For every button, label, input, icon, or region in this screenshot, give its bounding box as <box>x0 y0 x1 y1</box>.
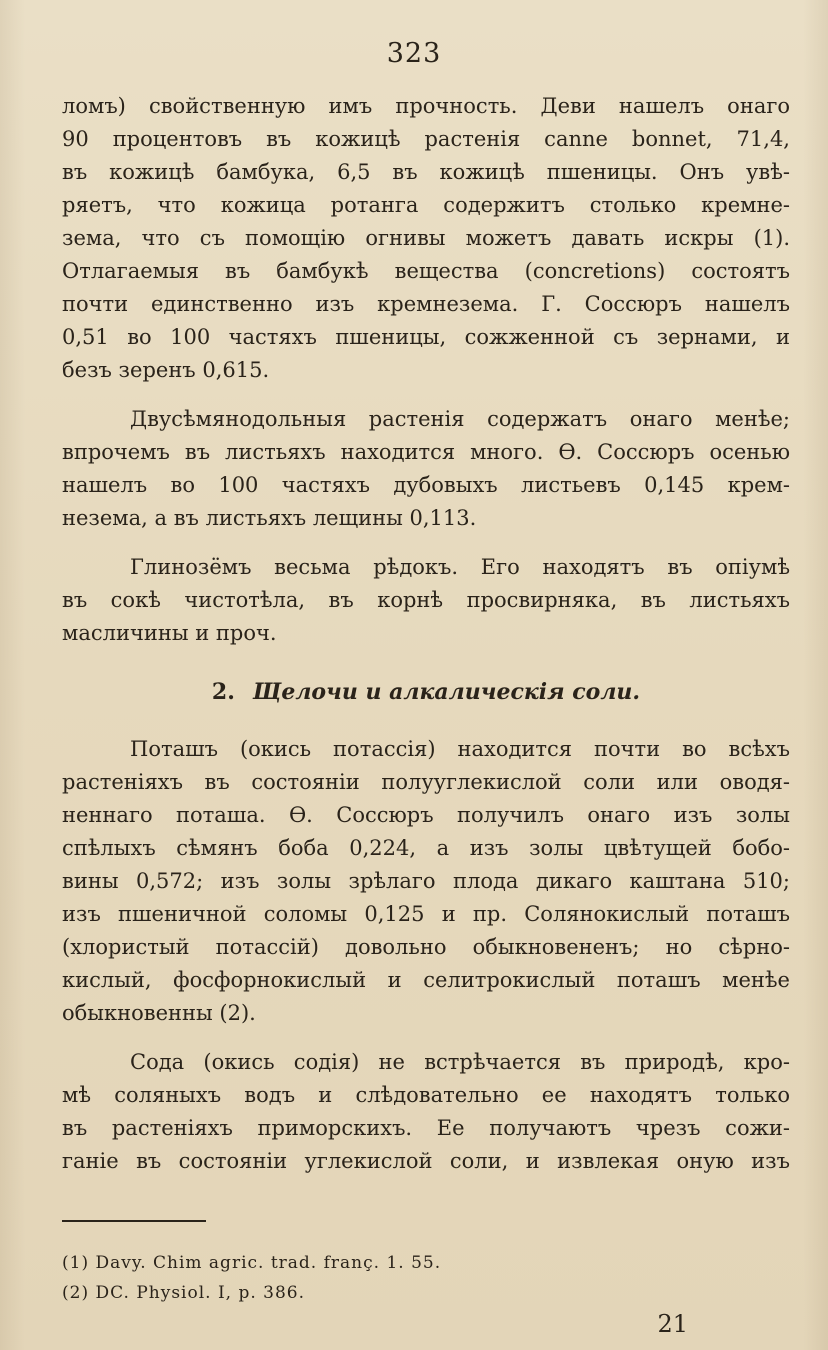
text-line: Глинозёмъ весьма рѣдокъ. Его находятъ въ опіумѣ <box>130 555 790 579</box>
text-line: вины 0,572; изъ золы зрѣлаго плода дикаго каштана 510; <box>62 869 790 893</box>
footnotes <box>62 1248 762 1308</box>
text-line: Поташъ (окись потассія) находится почти во всѣхъ <box>130 737 790 761</box>
page-number: 323 <box>386 38 442 69</box>
text-line: Двусѣмянодольныя растенія содержатъ онаго менѣе; <box>130 407 790 431</box>
text-line: обыкновенны (2). <box>62 1001 256 1025</box>
text-line: впрочемъ въ листьяхъ находится много. Ѳ. Соссюръ осенью <box>62 440 790 464</box>
paragraph-5 <box>62 1046 790 1178</box>
text-line: безъ зеренъ 0,615. <box>62 358 270 382</box>
paragraph-3 <box>62 551 790 650</box>
text-line: ломъ) свойственную имъ прочность. Деви нашелъ онаго <box>62 94 790 118</box>
text-line: почти единственно изъ кремнезема. Г. Соссюръ нашелъ <box>62 292 790 316</box>
section-heading <box>62 676 790 709</box>
text-line: неннаго поташа. Ѳ. Соссюръ получилъ онаго изъ золы <box>62 803 790 827</box>
section-title: Щелочи и алкалическія соли. <box>252 679 641 705</box>
section-number: 2. <box>211 679 235 705</box>
text-line: мѣ соляныхъ водъ и слѣдовательно ее находятъ только <box>62 1083 790 1107</box>
footnote-1: (1) Davy. Chim agric. trad. franç. 1. 55. <box>62 1253 442 1273</box>
paragraph-4 <box>62 733 790 1030</box>
text-line: кислый, фосфорнокислый и селитрокислый поташъ менѣе <box>62 968 790 992</box>
text-line: 0,51 во 100 частяхъ пшеницы, сожженной съ зернами, и <box>62 325 790 349</box>
footnote-divider <box>62 1220 206 1222</box>
text-line: изъ пшеничной соломы 0,125 и пр. Солянокислый поташъ <box>62 902 790 926</box>
text-line: зема, что съ помощію огнивы можетъ давать искры (1). <box>62 226 790 250</box>
text-line: незема, а въ листьяхъ лещины 0,113. <box>62 506 477 530</box>
text-line: спѣлыхъ сѣмянъ боба 0,224, а изъ золы цвѣтущей бобо- <box>62 836 790 860</box>
text-line: нашелъ во 100 частяхъ дубовыхъ листьевъ 0,145 крем- <box>62 473 790 497</box>
paragraph-2 <box>62 403 790 535</box>
text-line: растеніяхъ въ состояніи полууглекислой соли или оводя- <box>62 770 790 794</box>
text-line: масличины и проч. <box>62 621 277 645</box>
main-text <box>62 90 790 1178</box>
text-line: въ растеніяхъ приморскихъ. Ее получаютъ чрезъ сожи- <box>62 1116 790 1140</box>
text-line: Отлагаемыя въ бамбукѣ вещества (concretions) состоятъ <box>62 259 790 283</box>
text-line: въ кожицѣ бамбука, 6,5 въ кожицѣ пшеницы. Онъ увѣ- <box>62 160 790 184</box>
text-line: 90 процентовъ въ кожицѣ растенія canne bonnet, 71,4, <box>62 127 790 151</box>
text-line: (хлористый потассій) довольно обыкновененъ; но сѣрно- <box>62 935 790 959</box>
text-line: ганіе въ состояніи углекислой соли, и извлекая оную изъ <box>62 1149 790 1173</box>
text-line: въ сокѣ чистотѣла, въ корнѣ просвирняка, въ листьяхъ <box>62 588 790 612</box>
signature-mark: 21 <box>657 1310 688 1338</box>
paragraph-1 <box>62 90 790 387</box>
footnote-2: (2) DC. Physiol. I, p. 386. <box>62 1283 306 1303</box>
text-line: ряетъ, что кожица ротанга содержитъ столько кремне- <box>62 193 790 217</box>
text-line: Сода (окись содія) не встрѣчается въ природѣ, кро- <box>130 1050 790 1074</box>
